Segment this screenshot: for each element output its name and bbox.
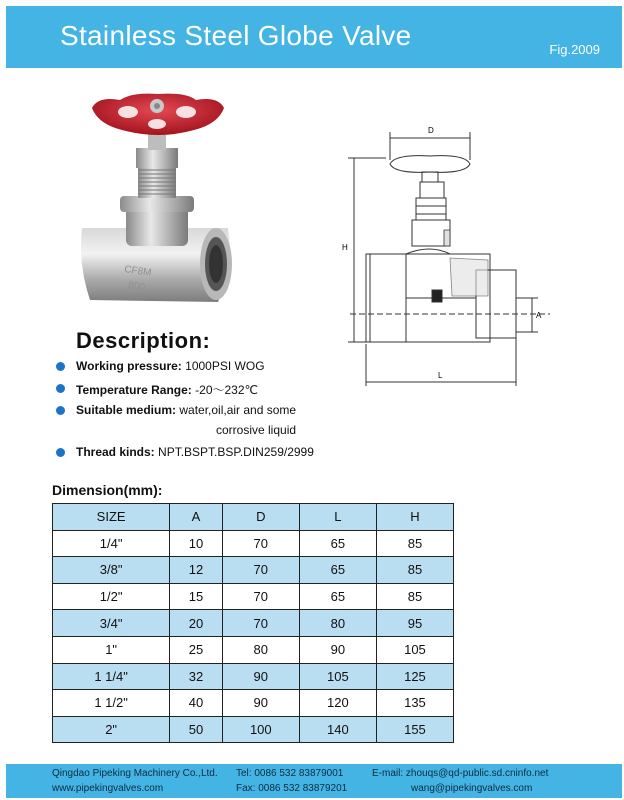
table-cell: 25 (170, 636, 223, 663)
table-cell: 65 (299, 530, 376, 557)
table-cell: 1 1/4" (53, 663, 170, 690)
table-cell: 80 (299, 610, 376, 637)
table-cell: 12 (170, 557, 223, 584)
table-cell: 3/4" (53, 610, 170, 637)
table-header-row (53, 504, 454, 531)
column-header: L (299, 504, 376, 531)
table-cell: 135 (376, 690, 453, 717)
table-cell: 65 (299, 557, 376, 584)
table-cell: 32 (170, 663, 223, 690)
footer-email-secondary[interactable]: wang@pipekingvalves.com (411, 783, 533, 794)
description-title: Description: (76, 328, 211, 353)
table-row (53, 583, 454, 610)
bullet-icon (56, 362, 65, 371)
dim-label-h: H (342, 243, 348, 252)
column-header: D (222, 504, 299, 531)
page-title: Stainless Steel Globe Valve (60, 20, 412, 51)
bullet-icon (56, 448, 65, 457)
table-cell: 70 (222, 583, 299, 610)
table-cell: 1/2" (53, 583, 170, 610)
table-cell: 100 (222, 716, 299, 743)
bullet-icon (56, 406, 65, 415)
table-row (53, 636, 454, 663)
svg-text:800: 800 (127, 280, 146, 294)
table-cell: 15 (170, 583, 223, 610)
table-cell: 105 (299, 663, 376, 690)
table-cell: 80 (222, 636, 299, 663)
dim-label-a: A (536, 311, 542, 320)
spec-value: -20〜232℃ (195, 383, 258, 397)
bullet-icon (56, 384, 65, 393)
footer-fax: Fax: 0086 532 83879201 (236, 783, 348, 794)
spec-label: Working pressure: (76, 359, 182, 373)
column-header: H (376, 504, 453, 531)
column-header: SIZE (53, 504, 170, 531)
spec-medium-continued: corrosive liquid (216, 423, 297, 437)
table-cell: 85 (376, 583, 453, 610)
table-cell: 120 (299, 690, 376, 717)
table-cell: 10 (170, 530, 223, 557)
table-row (53, 716, 454, 743)
table-cell: 50 (170, 716, 223, 743)
spec-value: 1000PSI WOG (185, 359, 265, 373)
table-cell: 3/8" (53, 557, 170, 584)
spec-value: water,oil,air and some (179, 403, 297, 417)
spec-label: Temperature Range: (76, 383, 192, 397)
dimension-title: Dimension(mm): (52, 482, 163, 498)
footer-company: Qingdao Pipeking Machinery Co.,Ltd. (52, 768, 218, 779)
footer-tel: Tel: 0086 532 83879001 (236, 768, 344, 779)
table-cell: 155 (376, 716, 453, 743)
footer-email-primary[interactable]: E-mail: zhouqs@qd-public.sd.cninfo.net (372, 768, 549, 779)
table-row (53, 557, 454, 584)
valve-technical-drawing (340, 120, 560, 390)
footer-banner (6, 764, 622, 798)
table-cell: 70 (222, 557, 299, 584)
table-row (53, 610, 454, 637)
spec-label: Thread kinds: (76, 445, 155, 459)
table-cell: 20 (170, 610, 223, 637)
dimension-table (52, 503, 454, 743)
dim-label-d: D (428, 126, 434, 135)
table-cell: 105 (376, 636, 453, 663)
table-cell: 70 (222, 610, 299, 637)
table-cell: 90 (299, 636, 376, 663)
table-row (53, 690, 454, 717)
footer-website-link[interactable]: www.pipekingvalves.com (52, 783, 164, 794)
table-row (53, 530, 454, 557)
table-cell: 90 (222, 663, 299, 690)
table-cell: 1" (53, 636, 170, 663)
table-cell: 70 (222, 530, 299, 557)
dim-label-l: L (438, 371, 443, 380)
table-cell: 95 (376, 610, 453, 637)
spec-label: Suitable medium: (76, 403, 177, 417)
spec-value: NPT.BSPT.BSP.DIN259/2999 (158, 445, 314, 459)
table-cell: 2" (53, 716, 170, 743)
column-header: A (170, 504, 223, 531)
table-cell: 85 (376, 530, 453, 557)
figure-number: Fig.2009 (549, 42, 600, 57)
header-banner (6, 6, 622, 68)
table-row (53, 663, 454, 690)
table-cell: 1/4" (53, 530, 170, 557)
table-cell: 125 (376, 663, 453, 690)
table-cell: 85 (376, 557, 453, 584)
table-cell: 140 (299, 716, 376, 743)
table-cell: 65 (299, 583, 376, 610)
valve-photo (68, 90, 248, 326)
svg-text:CF8M: CF8M (123, 264, 153, 279)
table-cell: 90 (222, 690, 299, 717)
table-cell: 1 1/2" (53, 690, 170, 717)
table-cell: 40 (170, 690, 223, 717)
